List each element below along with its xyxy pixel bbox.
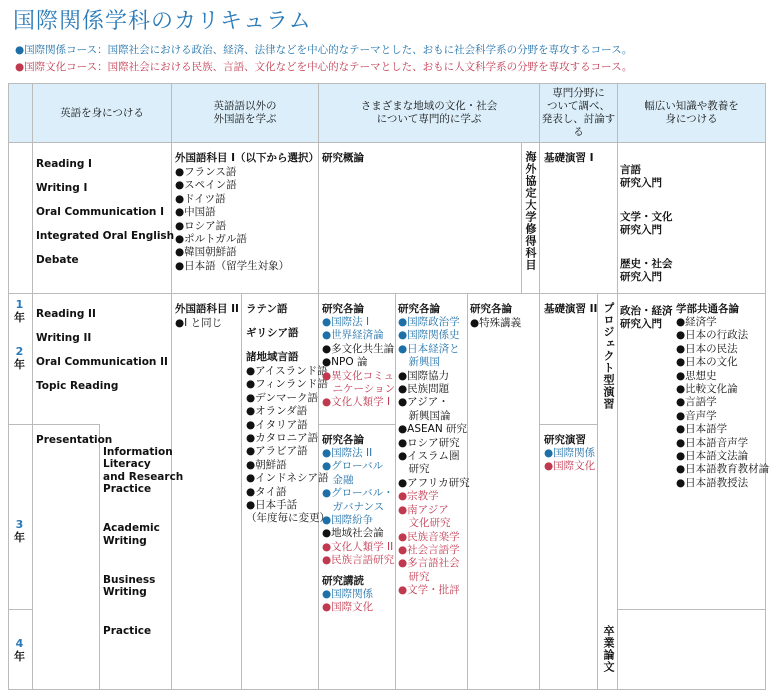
course-item: Writing II <box>36 332 92 344</box>
course-item: ギリシア語 <box>246 327 299 339</box>
course-item: ●国際法 I <box>322 316 370 328</box>
course-item: ●グローバル・ ガバナンス <box>322 487 394 513</box>
course-item: ●国際文化 <box>544 460 596 473</box>
course-item: ●国際法 II <box>322 447 373 459</box>
language-item: ●カタロニア語 <box>246 432 319 445</box>
language-item: ●ポルトガル語 <box>175 233 247 246</box>
section-title: 研究各論 <box>322 434 364 446</box>
course-item: Debate <box>36 254 79 266</box>
course-item: ●国際文化 <box>322 601 374 614</box>
course-item: ●日本語学 <box>676 423 728 436</box>
course-item: ●日本語教授法 <box>676 476 749 489</box>
year-suffix: 年 <box>14 650 25 663</box>
course-item: ●NPO 論 <box>322 356 368 369</box>
year2-research2 <box>398 302 470 598</box>
course-item: Business Writing <box>103 573 156 598</box>
header-broad <box>618 84 765 142</box>
course-item: ●アフリカ研究 <box>398 476 470 489</box>
research1-list <box>322 316 395 410</box>
year-suffix: 年 <box>14 531 25 544</box>
col-divider <box>617 84 618 689</box>
year2-seminar: 基礎演習 II <box>544 303 598 315</box>
course-item: ●文化人類学 I <box>322 396 391 409</box>
section-title: 学部共通各論 <box>676 303 739 315</box>
language-item: ●日本語（留学生対象） <box>175 259 290 272</box>
course-item: ●経済学 <box>676 316 717 328</box>
header-other-lang-label: 英語語以外の 外国語を学ぶ <box>213 100 277 125</box>
course-item: ●地域社会論 <box>322 527 384 540</box>
course-item: Reading II <box>36 308 96 320</box>
course-international-relations: ●国際関係コース：国際社会における政治、経済、法律などを中心的なテーマとした、おもに社会科学系の分野を専攻するコース。 <box>15 44 633 56</box>
course-item: ●国際紛争 <box>322 514 374 527</box>
language-item: ●デンマーク語 <box>246 391 318 404</box>
header-corner <box>9 84 32 142</box>
year-number: 1 <box>15 298 24 311</box>
section-title: 研究演習 <box>544 434 586 446</box>
course-item: Practice <box>103 625 152 637</box>
page-title: 国際関係学科のカリキュラム <box>13 9 312 34</box>
research2-list <box>398 316 470 598</box>
course-item: Reading I <box>36 158 92 170</box>
year1-overseas: 海外協定大学修得科目 <box>524 151 537 271</box>
year2-research3 <box>470 302 521 330</box>
language-item: ●タイ語 <box>246 485 287 498</box>
year3-presentation: Presentation <box>36 434 113 446</box>
year3-research <box>322 433 394 614</box>
year2-languages <box>175 302 239 330</box>
row-divider <box>540 424 597 425</box>
language-item: ●オランダ語 <box>246 405 308 418</box>
section-title: 外国語科目 I（以下から選択） <box>175 152 320 164</box>
course-item: ラテン語 <box>246 303 288 315</box>
year2-research1 <box>322 302 395 410</box>
col-divider <box>597 293 598 689</box>
language-item: ●フランス語 <box>175 166 237 178</box>
row-divider <box>9 609 32 610</box>
year1-languages <box>175 151 319 273</box>
course-item: ●音声学 <box>676 409 717 422</box>
course-item: Academic Writing <box>103 522 160 547</box>
course-item: ●日本の民法 <box>676 342 738 355</box>
course-item: ●ロシア研究 <box>398 436 460 449</box>
course-item: ●国際協力 <box>398 369 450 382</box>
section-title: 研究各論 <box>322 303 364 315</box>
section-title: 研究各論 <box>398 303 440 315</box>
header-specialty <box>540 84 617 142</box>
course-item: ●民族言語研究 <box>322 554 395 567</box>
year1-broad-list <box>620 151 673 344</box>
header-other-lang <box>172 84 318 142</box>
course-item: Writing I <box>36 182 88 194</box>
course-item: 言語 研究入門 <box>620 164 662 189</box>
year-number: 2 <box>15 345 24 358</box>
language-item: ●フィンランド語 <box>246 378 328 391</box>
course-item: ●多文化共生論 <box>322 342 395 355</box>
course-item: ●日本の行政法 <box>676 329 749 342</box>
course-international-culture: ●国際文化コース：国際社会における民族、言語、文化などを中心的なテーマとした、おもに人文科学系の分野を専攻するコース。 <box>15 61 633 73</box>
course-item: ●文学・批評 <box>398 584 460 597</box>
year1-intro: 研究概論 <box>322 152 364 164</box>
year-suffix: 年 <box>14 358 25 371</box>
seminar-list <box>544 447 595 474</box>
project-seminar: プロジェクト型演習 <box>602 302 615 410</box>
section-title: 外国語科目 II <box>175 303 239 315</box>
language-item: ●朝鮮語 <box>246 458 287 471</box>
year-label-3 <box>8 518 31 544</box>
col-divider <box>99 424 100 689</box>
col-divider <box>241 293 242 689</box>
course-item: ●日本語文法論 <box>676 450 749 463</box>
language-item: ●アラビア語 <box>246 445 308 458</box>
course-item: 政治・経済 研究入門 <box>620 305 673 330</box>
graduation-thesis: 卒業論文 <box>602 625 615 673</box>
course-item: ●南アジア 文化研究 <box>398 503 451 530</box>
section-title: 諸地域言語 <box>246 351 299 363</box>
course-item: ●比較文化論 <box>676 383 738 396</box>
language-item: ●イタリア語 <box>246 418 308 431</box>
course-item: ●言語学 <box>676 396 717 409</box>
year3-seminar <box>544 433 595 474</box>
language-item: ●中国語 <box>175 206 216 219</box>
course-item: ●ASEAN 研究 <box>398 423 468 436</box>
row-divider <box>618 609 765 610</box>
year1-english-list <box>36 152 174 272</box>
section-title: 研究講読 <box>322 574 364 587</box>
year-number: 4 <box>15 637 24 650</box>
col-divider <box>32 84 33 689</box>
course-item: ●日本語教育教材論 <box>676 463 770 476</box>
course-item: 歴史・社会 研究入門 <box>620 258 673 283</box>
course-item: ●異文化コミュ ニケーション <box>322 369 396 396</box>
year-number: 3 <box>15 518 24 531</box>
course-item: ●民族問題 <box>398 383 450 396</box>
course-item: ●グローバル 金融 <box>322 460 384 486</box>
course-item: Integrated Oral English <box>36 230 175 242</box>
language-item: ●日本手話 <box>246 499 298 512</box>
course-item: ●イスラム圏 研究 <box>398 450 460 476</box>
course-item: ●社会言語学 <box>398 543 460 556</box>
col-divider <box>539 84 540 689</box>
col-divider <box>395 293 396 689</box>
course-item: ●特殊講義 <box>470 317 522 329</box>
year2-common <box>676 302 769 490</box>
research3-list <box>322 447 394 568</box>
section-title: 研究各論 <box>470 303 512 315</box>
language-item: ●インドネシア語 <box>246 472 329 485</box>
course-item: ●国際関係史 <box>398 329 460 342</box>
course-item: Oral Communication II <box>36 356 168 368</box>
course-item: ●多言語社会 研究 <box>398 557 460 583</box>
note: ●I と同じ <box>175 317 223 329</box>
language-item: （年度毎に変更） <box>246 512 330 525</box>
language-item: ●韓国朝鮮語 <box>175 246 237 259</box>
course-item: 文学・文化 研究入門 <box>620 211 673 236</box>
course-item: ●宗教学 <box>398 490 439 503</box>
header-broad-label: 幅広い知識や教養を 身につける <box>644 100 739 125</box>
row-divider <box>319 424 395 425</box>
course-item: Topic Reading <box>36 380 119 392</box>
lecture-list <box>322 588 394 615</box>
course-item: ●日本語音声学 <box>676 436 749 449</box>
language-item: ●アイスランド語 <box>246 365 328 377</box>
header-regional-label: さまざまな地域の文化・社会 について専門的に学ぶ <box>360 100 498 125</box>
year2-classic-langs <box>246 302 330 526</box>
course-item: ●アジア・ 新興国論 <box>398 396 451 422</box>
year-label-2 <box>8 345 31 371</box>
course-item: ●世界経済論 <box>322 329 384 342</box>
header-regional <box>319 84 539 142</box>
course-item: ●思想史 <box>676 369 717 382</box>
course-item: ●国際政治学 <box>398 316 460 328</box>
course-item: ●民族音楽学 <box>398 530 460 543</box>
course-item: Oral Communication I <box>36 206 164 218</box>
language-item: ●ロシア語 <box>175 219 227 232</box>
course-item: ●国際関係 <box>322 587 374 600</box>
language-item: ●スペイン語 <box>175 179 237 192</box>
language-item: ●ドイツ語 <box>175 192 226 205</box>
year-suffix: 年 <box>14 311 25 324</box>
year1-seminar: 基礎演習 I <box>544 152 594 164</box>
header-english-label: 英語を身につける <box>60 106 144 119</box>
course-item: ●日本の文化 <box>676 356 738 369</box>
header-specialty-label: 専門分野に ついて調べ、 発表し、討論する <box>541 87 616 138</box>
year3-english-list <box>103 433 183 650</box>
col-divider <box>521 142 522 293</box>
row-divider <box>9 424 99 425</box>
header-english <box>33 84 171 142</box>
course-item: ●文化人類学 II <box>322 540 394 553</box>
year2-english-list <box>36 302 168 398</box>
course-item: Information Literacy and Research Practice <box>103 445 184 495</box>
year-label-1 <box>8 298 31 324</box>
year-label-4 <box>8 637 31 663</box>
row-divider <box>9 142 765 143</box>
course-item: ●国際関係 <box>544 447 596 459</box>
course-item: ●日本経済と 新興国 <box>398 342 460 369</box>
